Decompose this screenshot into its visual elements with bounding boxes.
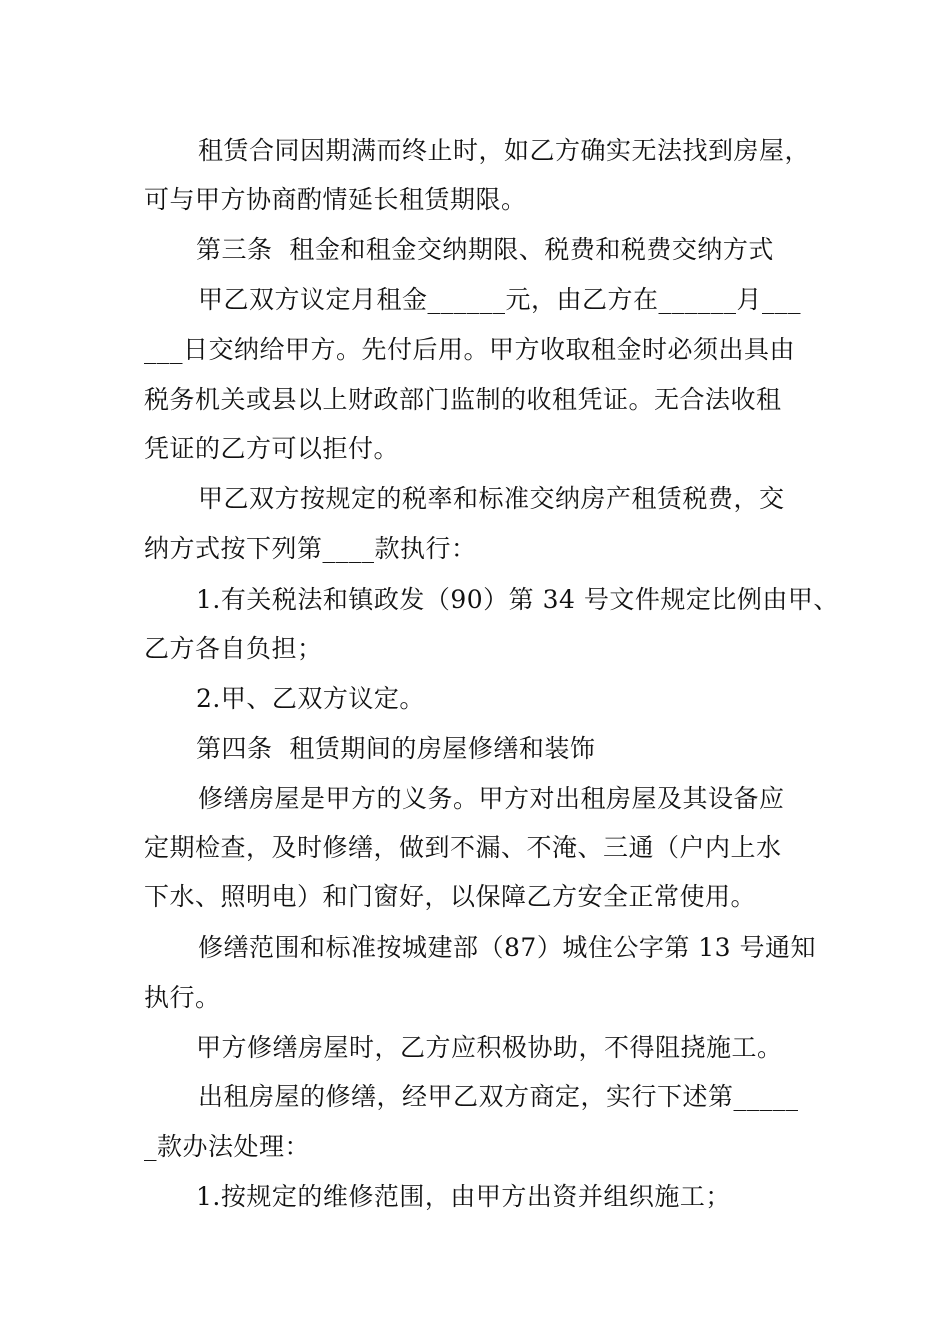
- text-line-1: 租赁合同因期满而终止时，如乙方确实无法找到房屋，: [198, 136, 811, 165]
- text-line-16: 下水、照明电）和门窗好，以保障乙方安全正常使用。: [144, 882, 757, 911]
- text-line-14: 修缮房屋是甲方的义务。甲方对出租房屋及其设备应: [198, 784, 785, 813]
- list-item-2: 2.甲、乙双方议定。: [196, 684, 425, 713]
- text-line-19: 甲方修缮房屋时，乙方应积极协助，不得阻挠施工。: [196, 1033, 783, 1062]
- text-line-8: 甲乙双方按规定的税率和标准交纳房产租赁税费，交: [198, 484, 785, 513]
- section-heading-4: 第四条 租赁期间的房屋修缮和装饰: [196, 734, 596, 763]
- text-line-15: 定期检查，及时修缮，做到不漏、不淹、三通（户内上水: [144, 833, 782, 862]
- text-line-4: 甲乙双方议定月租金______元，由乙方在______月___: [198, 285, 802, 314]
- text-line-7: 凭证的乙方可以拒付。: [144, 434, 400, 463]
- text-line-2: 可与甲方协商酌情延长租赁期限。: [144, 185, 527, 214]
- text-line-20: 出租房屋的修缮，经甲乙双方商定，实行下述第_____: [198, 1082, 799, 1111]
- text-line-5: ___日交纳给甲方。先付后用。甲方收取租金时必须出具由: [144, 335, 796, 364]
- text-line-17: 修缮范围和标准按城建部（87）城住公字第 13 号通知: [198, 933, 817, 962]
- list-item-3: 1.按规定的维修范围，由甲方出资并组织施工；: [196, 1182, 731, 1211]
- text-line-11: 乙方各自负担；: [144, 634, 323, 663]
- text-line-6: 税务机关或县以上财政部门监制的收租凭证。无合法收租: [144, 385, 782, 414]
- text-line-9: 纳方式按下列第____款执行：: [144, 534, 477, 563]
- section-heading-3: 第三条 租金和租金交纳期限、税费和税费交纳方式: [196, 235, 774, 264]
- list-item-1: 1.有关税法和镇政发（90）第 34 号文件规定比例由甲、: [196, 585, 839, 614]
- text-line-18: 执行。: [144, 983, 221, 1012]
- text-line-21: _款办法处理：: [144, 1132, 311, 1161]
